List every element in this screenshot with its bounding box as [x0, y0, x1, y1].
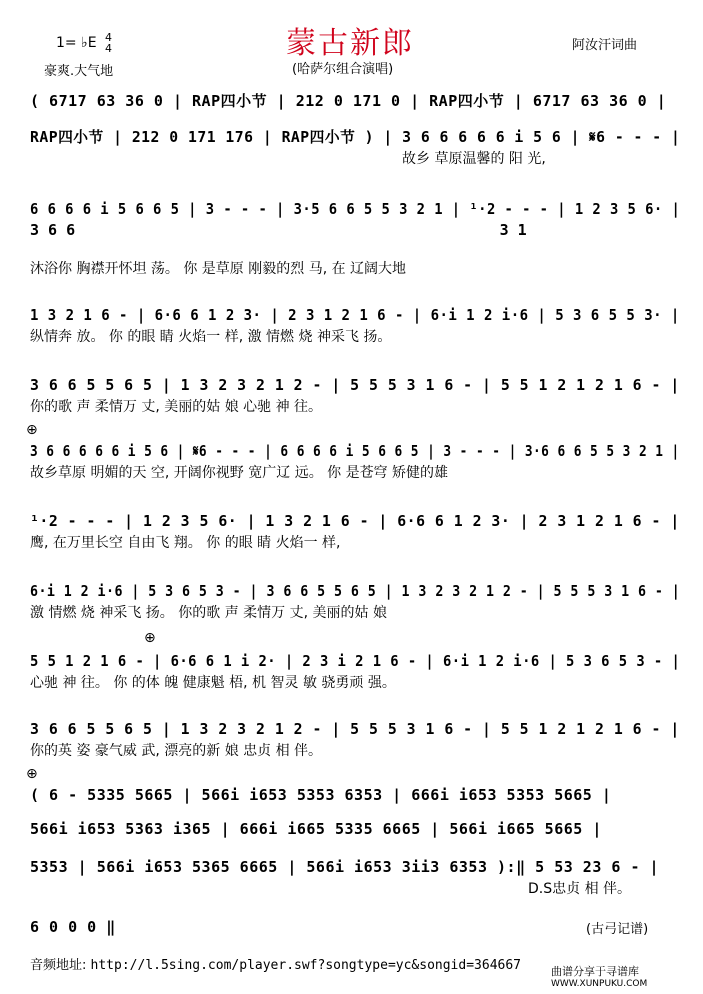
notation-line: RAP四小节 | 212 0 171 176 | RAP四小节 ) | 3 6 6 6 6 6 i 5 6 | 𝄋6 - - - |	[30, 128, 681, 146]
system-15	[30, 916, 680, 938]
system-7	[30, 440, 680, 484]
lyric-line: 你的英 姿 豪气威 武, 漂亮的新 娘 忠贞 相 伴。	[30, 743, 323, 759]
notation-line: 5 5 1 2 1 6 - | 6·6 6 1 i 2· | 2 3 i 2 1 6 - | 6·i 1 2 i·6 | 5 3 6 5 3 - |	[30, 652, 681, 670]
notation-line: ( 6 - 5335 5665 | 566i i653 5353 6353 | 666i i653 5353 5665 |	[30, 786, 612, 804]
notation-line: 1 3 2 1 6 - | 6·6 6 1 2 3· | 2 3 1 2 1 6 - | 6·i 1 2 i·6 | 5 3 6 5 5 3· |	[30, 306, 680, 324]
meter-bottom: 4	[105, 42, 112, 55]
notation-line: ( 6717 63 36 0 | RAP四小节 | 212 0 171 0 | RAP四小节 | 6717 63 36 0 |	[30, 92, 667, 110]
system-5	[30, 304, 680, 348]
system-10	[30, 650, 680, 694]
lyric-line: 沐浴你 胸襟开怀坦 荡。 你 是草原 刚毅的烈 马, 在 辽阔大地	[30, 261, 407, 277]
lyric-line: 故乡草原 明媚的天 空, 开阔你视野 宽广辽 远。 你 是苍穹 矫健的雄	[30, 465, 449, 481]
audio-label: 音频地址:	[30, 958, 87, 973]
notation-line: 6·i 1 2 i·6 | 5 3 6 5 3 - | 3 6 6 5 5 6 5 | 1 3 2 3 2 1 2 - | 5 5 5 3 1 6 - |	[30, 582, 681, 600]
lyric-line: 纵情奔 放。 你 的眼 睛 火焰一 样, 激 情燃 烧 神采飞 扬。	[30, 329, 392, 345]
lyric-line: 激 情燃 烧 神采飞 扬。 你的歌 声 柔情万 丈, 美丽的姑 娘	[30, 605, 387, 621]
system-9	[30, 580, 680, 624]
notation-line: ¹·2 - - - | 1 2 3 5 6· | 1 3 2 1 6 - | 6·6 6 1 2 3· | 2 3 1 2 1 6 - |	[30, 512, 680, 530]
notation-line: 3 6 6 6 6 6 i 5 6 | 𝄋6 - - - | 6 6 6 6 i 5 6 6 5 | 3 - - - | 3·6 6 6 5 5 3 2 1 |	[30, 442, 680, 460]
notation-line: 3 6 6 5 5 6 5 | 1 3 2 3 2 1 2 - | 5 5 5 3 1 6 - | 5 5 1 2 1 2 1 6 - |	[30, 376, 680, 394]
key-label: 1= ♭E	[56, 35, 97, 51]
lyric-line: 故乡 草原温馨的 阳 光,	[402, 151, 546, 167]
notation-line: 6 6 6 6 i 5 6 6 5 | 3 - - - | 3·5 6 6 5 5 3 2 1 | ¹·2 - - - | 1 2 3 5 6· |	[30, 200, 681, 218]
system-1	[30, 90, 680, 112]
lyric-line: D.S忠贞 相 伴。	[528, 881, 632, 897]
key-signature	[56, 32, 112, 54]
notation-line: 3 6 6 5 5 6 5 | 1 3 2 3 2 1 2 - | 5 5 5 3 1 6 - | 5 5 1 2 1 2 1 6 - |	[30, 720, 680, 738]
lyric-line: 心驰 神 往。 你 的体 魄 健康魁 梧, 机 智灵 敏 骁勇顽 强。	[30, 675, 396, 691]
system-11	[30, 718, 680, 762]
tempo-mood: 豪爽.大气地	[44, 64, 114, 79]
system-14	[30, 856, 680, 900]
coda-icon: ⊕	[26, 422, 38, 438]
notation-line: 566i i653 5363 i365 | 666i i665 5335 6665 | 566i i665 5665 |	[30, 820, 602, 838]
system-6	[30, 374, 680, 418]
system-13	[30, 818, 680, 840]
watermark	[548, 962, 650, 990]
time-signature	[105, 32, 112, 54]
lyric-line: 鹰, 在万里长空 自由飞 翔。 你 的眼 睛 火焰一 样,	[30, 535, 341, 551]
coda-icon: ⊕	[26, 766, 38, 782]
system-12	[30, 784, 680, 806]
recorder-credit: (古弓记谱)	[586, 922, 649, 937]
page-title: 蒙古新郎	[286, 26, 414, 61]
audio-footer	[30, 954, 521, 973]
coda-icon: ⊕	[144, 630, 156, 646]
audio-url[interactable]: http://l.5sing.com/player.swf?songtype=yc&songid=364667	[90, 958, 521, 973]
lyric-line: 你的歌 声 柔情万 丈, 美丽的姑 娘 心驰 神 往。	[30, 399, 323, 415]
system-4	[30, 258, 680, 280]
system-8	[30, 510, 680, 554]
page-subtitle: (哈萨尔组合演唱)	[292, 62, 394, 77]
watermark-url: WWW.XUNPUKU.COM	[551, 979, 648, 989]
system-2	[30, 126, 680, 170]
author: 阿汝汗词曲	[572, 38, 638, 53]
meter-top: 4	[105, 31, 112, 44]
notation-line: 6 0 0 0 ‖	[30, 918, 116, 936]
notation-line: 5353 | 566i i653 5365 6665 | 566i i653 3ii3 6353 ):‖ 5 53 23 6 - |	[30, 858, 660, 876]
system-3	[30, 198, 680, 240]
watermark-text: 曲谱分享于寻谱库	[551, 965, 639, 978]
harmony-line: 3 6 6 3 1	[30, 221, 527, 239]
